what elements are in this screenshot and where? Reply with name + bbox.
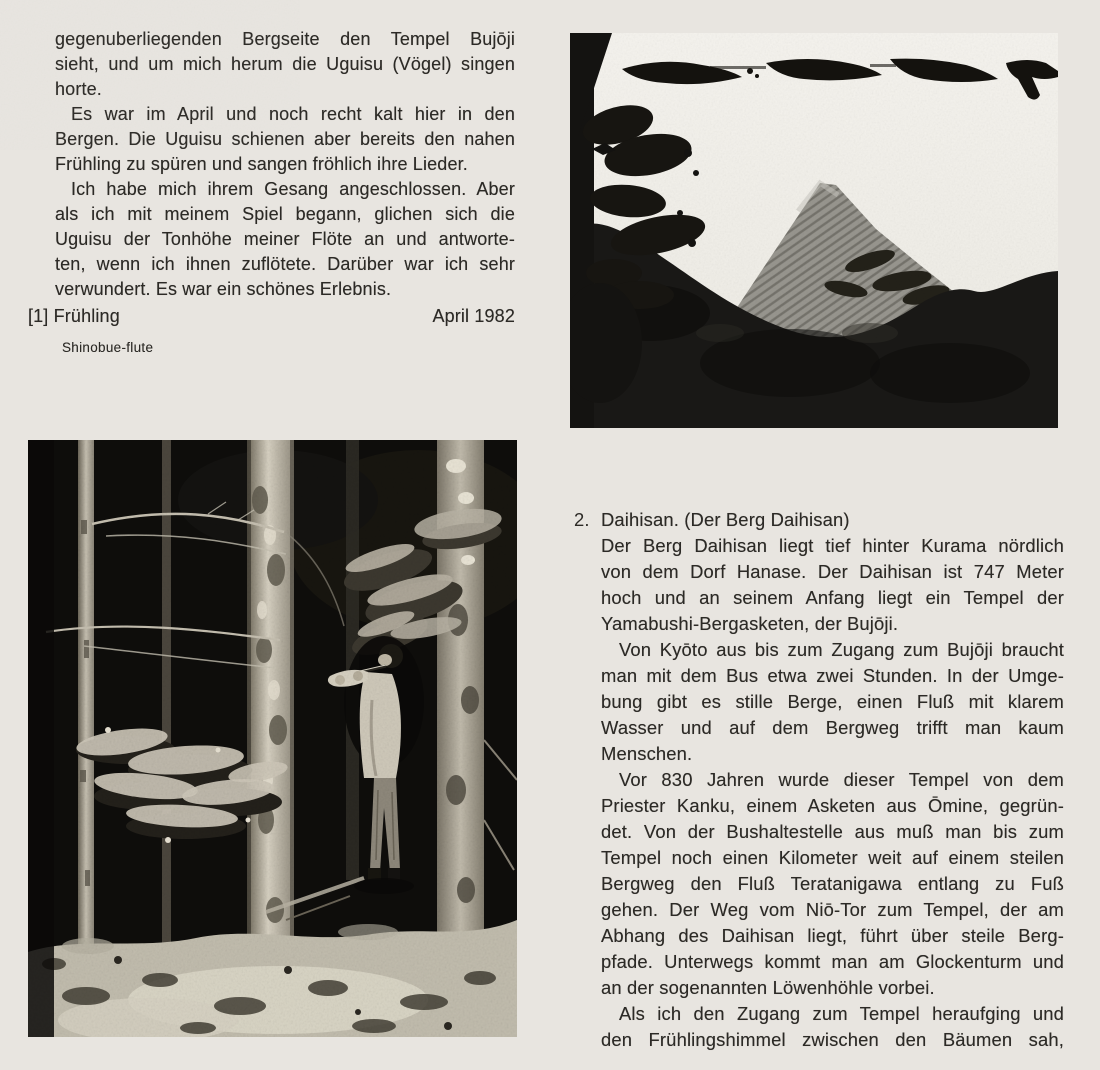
mountain-photo-art — [570, 33, 1058, 428]
text-line: gegenuberliegenden Bergseite den Tempel Bujōji — [55, 29, 515, 49]
right-paragraphs — [601, 507, 1064, 1053]
text-line: Als ich den Zugang zum Tempel heraufging und — [619, 1003, 1064, 1024]
text-line: det. Von der Bushaltestelle aus muß man bis zum — [601, 821, 1064, 842]
text-line: Tempel noch einen Kilometer weit auf einem steilen — [601, 847, 1064, 868]
text-line: den Frühlingshimmel zwischen den Bäumen sah, — [601, 1029, 1064, 1050]
caption-number-title — [28, 306, 120, 327]
text-line: verwundert. Es war ein schönes Erlebnis. — [55, 279, 392, 299]
text-line: Bergen. Die Uguisu schienen aber bereits den nahen — [55, 129, 515, 149]
left-text-column — [55, 27, 515, 302]
text-line: Abhang des Daihisan liegt, führt über steile Berg- — [601, 925, 1064, 946]
text-line: Vor 830 Jahren wurde dieser Tempel von dem — [619, 769, 1064, 790]
text-line: pfade. Unterwegs kommt man am Glockenturm und — [601, 951, 1064, 972]
text-line: Ich habe mich ihrem Gesang angeschlossen. Aber — [71, 179, 515, 199]
text-line: man mit dem Bus etwa zwei Stunden. In der Umge- — [601, 665, 1064, 686]
right-text-column — [574, 507, 1064, 1053]
text-line: Daihisan. (Der Berg Daihisan) — [601, 509, 850, 530]
mountain-photo — [570, 33, 1058, 428]
text-line: bung gibt es stille Berge, einen Fluß mit klarem — [601, 691, 1064, 712]
text-line: sieht, und um mich herum die Uguisu (Vögel) singen — [55, 54, 515, 74]
text-line: Frühling zu spüren und sangen fröhlich ihre Lieder. — [55, 154, 468, 174]
caption-date: April 1982 — [432, 306, 515, 326]
text-line: an der sogenannten Löwenhöhle vorbei. — [601, 977, 935, 998]
text-line: Bergweg den Fluß Teratanigawa entlang zu Fuß — [601, 873, 1064, 894]
caption-subtitle: Shinobue-flute — [62, 340, 154, 355]
forest-photo-art — [28, 440, 517, 1037]
caption-row — [28, 306, 515, 327]
text-line: ten, wenn ich ihnen zuflötete. Darüber war ich sehr — [55, 254, 515, 274]
photo-grain — [570, 33, 1058, 428]
text-line: Es war im April und noch recht kalt hier in den — [71, 104, 515, 124]
text-line: Priester Kanku, einem Asketen aus Ōmine, gegrün- — [601, 795, 1064, 816]
text-line: Yamabushi-Bergasketen, der Bujōji. — [601, 613, 899, 634]
text-line: horte. — [55, 79, 102, 99]
left-paragraphs — [55, 27, 515, 302]
text-line: Von Kyōto aus bis zum Zugang zum Bujōji braucht — [619, 639, 1064, 660]
list-item-number: 2. — [574, 509, 590, 530]
photo-grain — [28, 440, 517, 1037]
text-line: Der Berg Daihisan liegt tief hinter Kurama nördlich — [601, 535, 1064, 556]
text-line: gehen. Der Weg vom Niō-Tor zum Tempel, der am — [601, 899, 1064, 920]
forest-photo — [28, 440, 517, 1037]
text-line: von dem Dorf Hanase. Der Daihisan ist 747 Meter — [601, 561, 1064, 582]
caption-title: Frühling — [53, 306, 120, 326]
caption-number: [1] — [28, 306, 49, 326]
text-line: Menschen. — [601, 743, 693, 764]
text-line: als ich mit meinem Spiel begann, glichen sich die — [55, 204, 515, 224]
text-line: Uguisu der Tonhöhe meiner Flöte an und antworte- — [55, 229, 515, 249]
text-line: Wasser und auf dem Bergweg trifft man kaum — [601, 717, 1064, 738]
text-line: hoch und an seinem Anfang liegt ein Tempel der — [601, 587, 1064, 608]
